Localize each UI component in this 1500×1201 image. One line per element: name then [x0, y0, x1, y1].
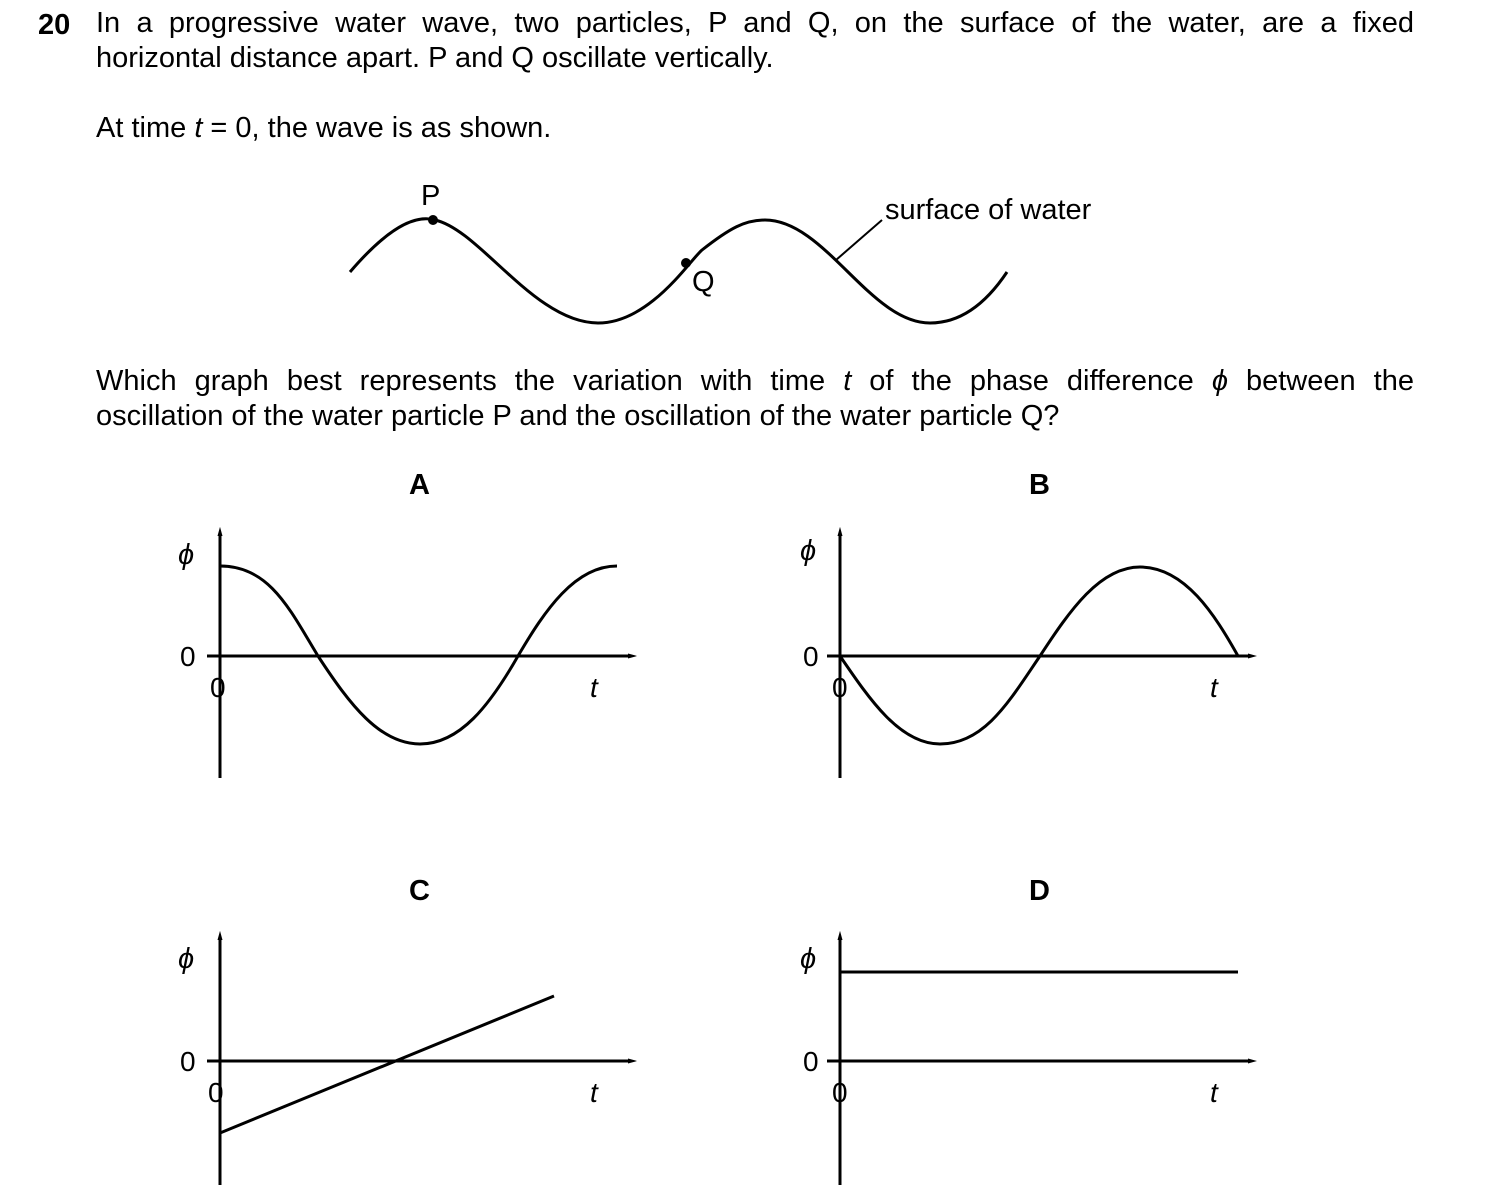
prompt-part-b: of the phase difference: [851, 365, 1212, 397]
time-variable: t: [194, 112, 203, 144]
graph-a-y-label: ϕ: [178, 539, 195, 571]
graph-b-x-label: t: [1210, 672, 1218, 703]
prompt-phi-symbol: ϕ: [1211, 365, 1228, 397]
graph-c-line: [220, 996, 554, 1133]
graph-c-x-label: t: [590, 1077, 598, 1108]
prompt-time-var: t: [843, 365, 852, 397]
graph-b-y-zero: 0: [803, 641, 819, 672]
graph-b-letter: B: [1029, 469, 1050, 501]
graph-b-x-zero: 0: [832, 672, 848, 703]
question-number: 20: [38, 9, 71, 41]
graph-a-x-label: t: [590, 672, 598, 703]
graph-d-y-label: ϕ: [800, 943, 817, 975]
prompt-part-c: between the: [1227, 365, 1414, 397]
graph-c-y-label: ϕ: [178, 943, 195, 975]
graph-c: [178, 875, 628, 1185]
intro-line-1: In a progressive water wave, two particles, P and Q, on the surface of the water, are a fixed: [96, 7, 1414, 39]
graph-c-letter: C: [409, 875, 430, 907]
particle-p-dot: [428, 215, 438, 225]
graph-d: [800, 875, 1248, 1185]
time-suffix: = 0, the wave is as shown.: [202, 112, 552, 144]
graph-a: [178, 469, 628, 778]
graph-c-x-zero: 0: [208, 1077, 224, 1108]
surface-leader-line: [836, 220, 882, 260]
wave-diagram: [350, 180, 1092, 323]
intro-line-2: horizontal distance apart. P and Q oscillate vertically.: [96, 42, 774, 74]
graph-d-y-zero: 0: [803, 1046, 819, 1077]
graph-b: [800, 469, 1248, 778]
graph-b-y-label: ϕ: [800, 535, 817, 567]
prompt-line-2: oscillation of the water particle P and the oscillation of the water particle Q?: [96, 400, 1060, 432]
prompt-part-a: Which graph best represents the variation with time: [96, 365, 844, 397]
water-surface-wave: [350, 219, 1007, 323]
graph-d-letter: D: [1029, 875, 1050, 907]
particle-q-dot: [681, 258, 691, 268]
graph-a-letter: A: [409, 469, 430, 501]
time-prefix: At time: [96, 112, 195, 144]
graph-d-x-zero: 0: [832, 1077, 848, 1108]
label-q: Q: [692, 266, 715, 298]
label-surface: surface of water: [885, 194, 1092, 226]
graph-c-y-zero: 0: [180, 1046, 196, 1077]
graph-d-x-label: t: [1210, 1077, 1218, 1108]
graph-a-x-zero: 0: [210, 672, 226, 703]
graph-a-y-zero: 0: [180, 641, 196, 672]
label-p: P: [421, 180, 441, 212]
